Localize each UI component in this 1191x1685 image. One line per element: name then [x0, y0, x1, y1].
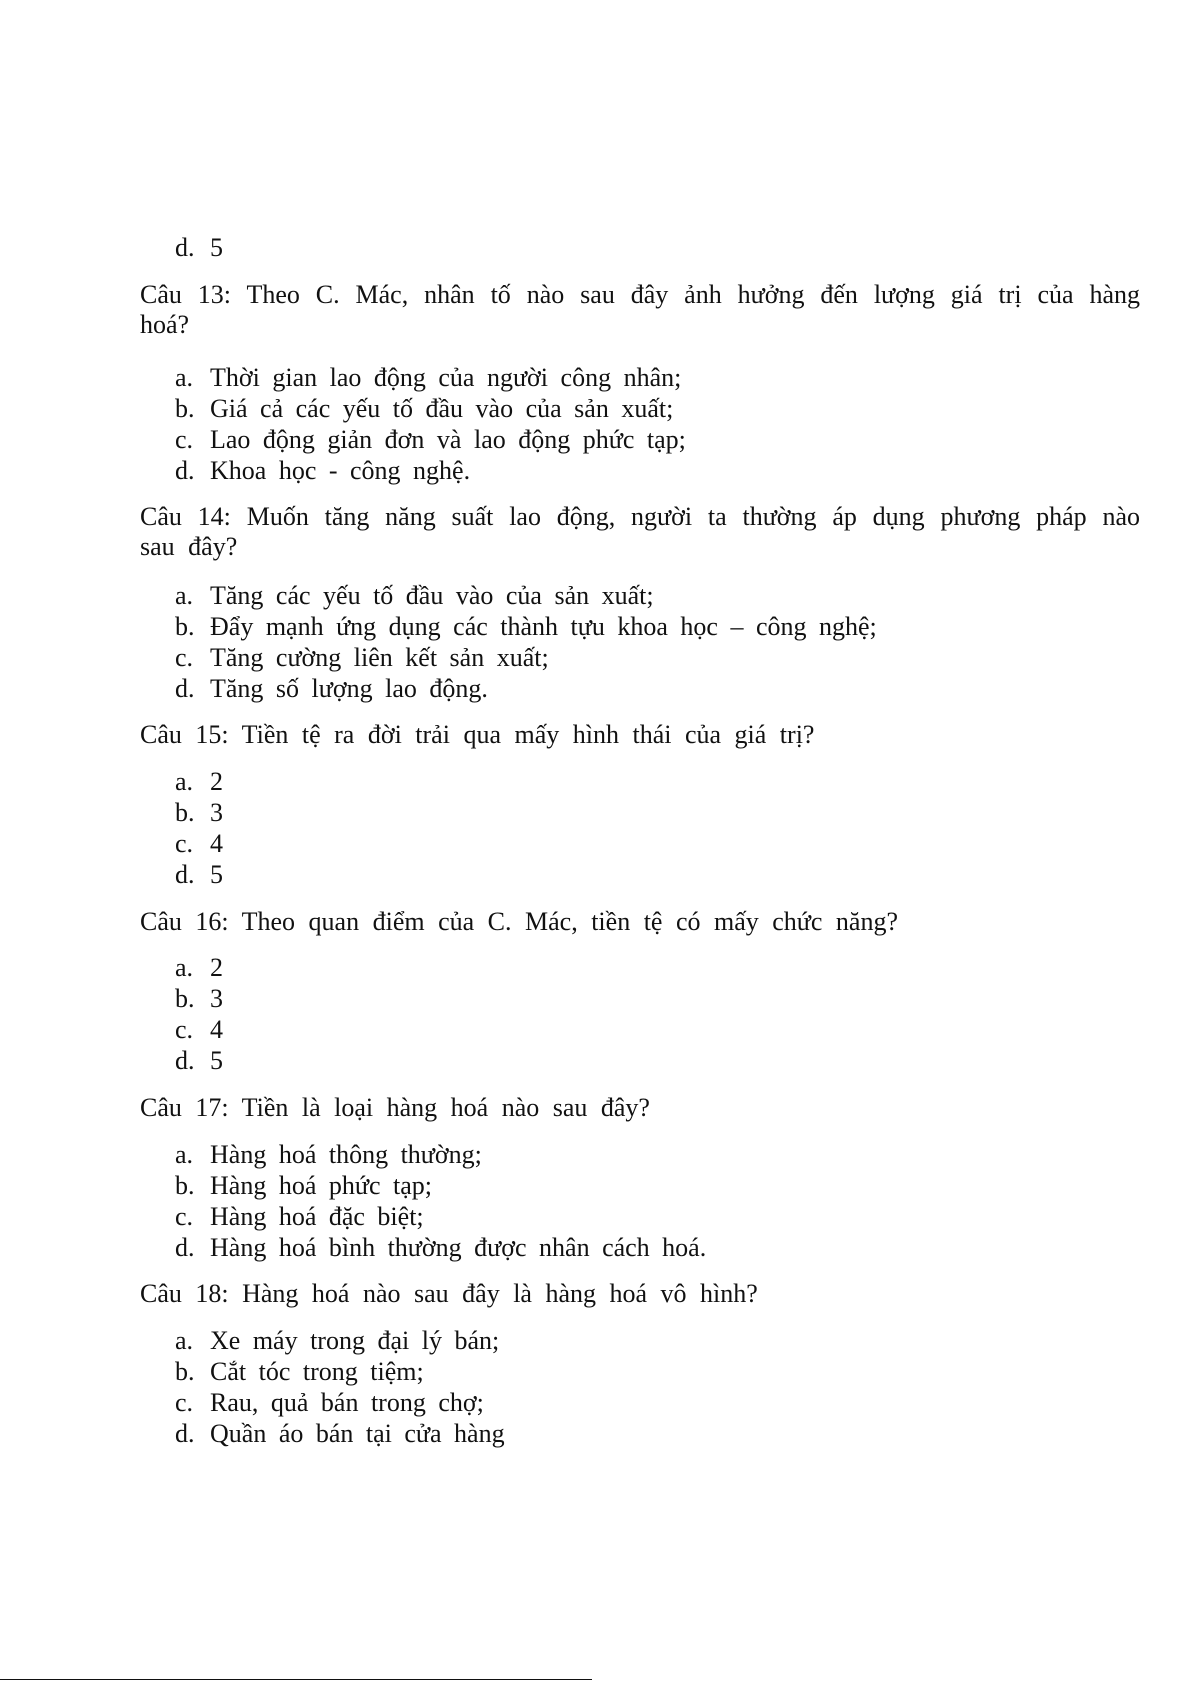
option-text: Giá cả các yếu tố đầu vào của sản xuất;: [210, 394, 674, 423]
option-letter: d.: [175, 233, 195, 262]
option-text: 2: [210, 767, 223, 796]
option-letter: c.: [175, 829, 194, 858]
option-text: 2: [210, 953, 223, 982]
option-text: Hàng hoá bình thường được nhân cách hoá.: [210, 1233, 707, 1262]
option-text: 4: [210, 829, 223, 858]
option-letter: c.: [175, 1388, 194, 1417]
option-text: 5: [210, 233, 223, 262]
option-text: Khoa học - công nghệ.: [210, 456, 471, 485]
option-letter: d.: [175, 674, 195, 703]
option-letter: a.: [175, 581, 194, 610]
option-letter: a.: [175, 363, 194, 392]
option-letter: b.: [175, 1171, 195, 1200]
option-text: Đẩy mạnh ứng dụng các thành tựu khoa học – công nghệ;: [210, 612, 877, 641]
question-17-option-c: [175, 1202, 424, 1232]
option-text: 4: [210, 1015, 223, 1044]
option-text: Hàng hoá phức tạp;: [210, 1171, 432, 1200]
question-18-option-c: [175, 1388, 484, 1418]
option-letter: d.: [175, 1419, 195, 1448]
option-letter: c.: [175, 425, 194, 454]
question-13-option-a: [175, 363, 681, 393]
option-text: Tăng số lượng lao động.: [210, 674, 488, 703]
option-letter: b.: [175, 612, 195, 641]
question-14-option-a: [175, 581, 654, 611]
option-letter: d.: [175, 456, 195, 485]
question-14-option-d: [175, 674, 488, 704]
option-letter: b.: [175, 984, 195, 1013]
option-text: 3: [210, 798, 223, 827]
option-letter: a.: [175, 767, 194, 796]
question-15-title: Câu 15: Tiền tệ ra đời trải qua mấy hình thái của giá trị?: [140, 720, 815, 749]
question-16-title: Câu 16: Theo quan điểm của C. Mác, tiền tệ có mấy chức năng?: [140, 907, 899, 936]
question-15-option-a: [175, 767, 223, 797]
question-15-option-d: [175, 860, 223, 890]
question-17-option-d: [175, 1233, 706, 1263]
option-letter: b.: [175, 798, 195, 827]
option-letter: c.: [175, 643, 194, 672]
option-letter: d.: [175, 1233, 195, 1262]
option-text: Hàng hoá đặc biệt;: [210, 1202, 424, 1231]
option-text: 3: [210, 984, 223, 1013]
option-text: Cắt tóc trong tiệm;: [210, 1357, 424, 1386]
question-16-option-b: [175, 984, 223, 1014]
option-letter: d.: [175, 1046, 195, 1075]
question-14-title-cont: sau đây?: [140, 532, 238, 561]
option-letter: a.: [175, 1326, 194, 1355]
question-13-option-b: [175, 394, 673, 424]
question-14-option-b: [175, 612, 877, 642]
question-18-option-b: [175, 1357, 424, 1387]
question-16-option-a: [175, 953, 223, 983]
question-15-option-c: [175, 829, 223, 859]
option-letter: b.: [175, 1357, 195, 1386]
question-15-option-b: [175, 798, 223, 828]
footnote-separator: [0, 1679, 592, 1680]
option-letter: c.: [175, 1015, 194, 1044]
option-text: Tăng cường liên kết sản xuất;: [210, 643, 549, 672]
question-18-option-d: [175, 1419, 505, 1449]
question-13-title-cont: hoá?: [140, 310, 190, 339]
question-17-title: Câu 17: Tiền là loại hàng hoá nào sau đây?: [140, 1093, 650, 1122]
option-text: Thời gian lao động của người công nhân;: [210, 363, 682, 392]
question-13-option-d: [175, 456, 470, 486]
prev-question-option-d: [175, 233, 223, 263]
option-text: Xe máy trong đại lý bán;: [210, 1326, 500, 1355]
question-13-title: Câu 13: Theo C. Mác, nhân tố nào sau đây ảnh hưởng đến lượng giá trị của hàng: [140, 280, 1140, 309]
option-letter: a.: [175, 953, 194, 982]
option-text: Rau, quả bán trong chợ;: [210, 1388, 484, 1417]
option-letter: d.: [175, 860, 195, 889]
question-18-option-a: [175, 1326, 499, 1356]
option-letter: c.: [175, 1202, 194, 1231]
option-letter: b.: [175, 394, 195, 423]
question-13-option-c: [175, 425, 686, 455]
option-text: Quần áo bán tại cửa hàng: [210, 1419, 505, 1448]
option-text: 5: [210, 860, 223, 889]
option-text: 5: [210, 1046, 223, 1075]
question-18-title: Câu 18: Hàng hoá nào sau đây là hàng hoá vô hình?: [140, 1279, 758, 1308]
question-17-option-a: [175, 1140, 482, 1170]
option-text: Hàng hoá thông thường;: [210, 1140, 482, 1169]
option-text: Lao động giản đơn và lao động phức tạp;: [210, 425, 686, 454]
document-page: [140, 0, 1140, 1685]
question-14-option-c: [175, 643, 549, 673]
option-letter: a.: [175, 1140, 194, 1169]
question-16-option-d: [175, 1046, 223, 1076]
option-text: Tăng các yếu tố đầu vào của sản xuất;: [210, 581, 654, 610]
question-16-option-c: [175, 1015, 223, 1045]
question-14-title: Câu 14: Muốn tăng năng suất lao động, người ta thường áp dụng phương pháp nào: [140, 502, 1140, 531]
question-17-option-b: [175, 1171, 432, 1201]
